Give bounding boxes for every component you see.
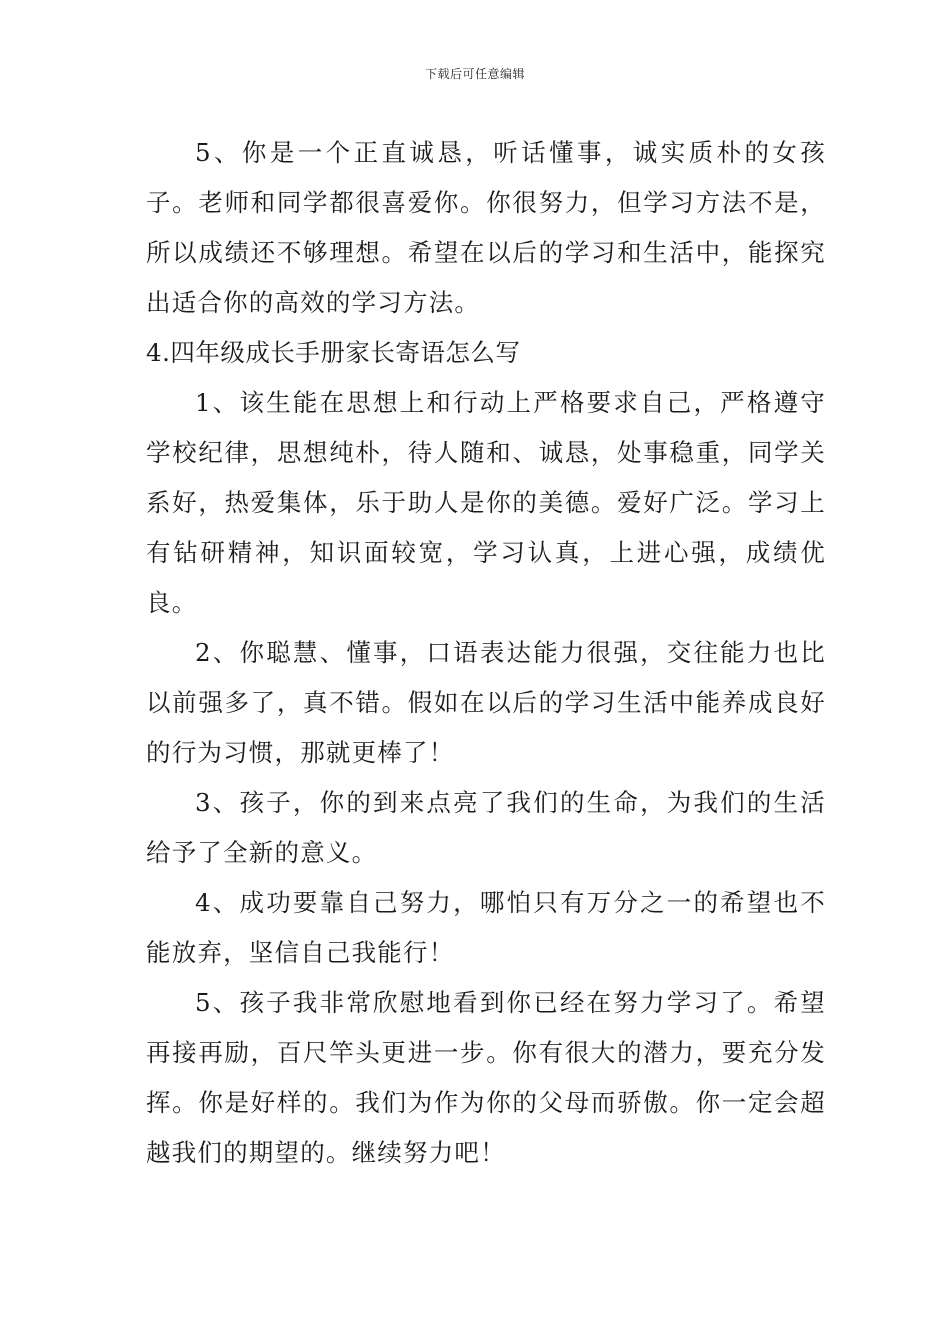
- paragraph-parent-message-4: 4、成功要靠自己努力，哪怕只有万分之一的希望也不能放弃，坚信自己我能行！: [146, 888, 826, 967]
- paragraph-teacher-comment-5: 5、你是一个正直诚恳，听话懂事，诚实质朴的女孩子。老师和同学都很喜爱你。你很努力，但学习方法不是，所以成绩还不够理想。希望在以后的学习和生活中，能探究出适合你的高效的学习方法。: [146, 138, 826, 317]
- section-heading: 4.四年级成长手册家长寄语怎么写: [146, 338, 521, 367]
- paragraph-parent-message-2: 2、你聪慧、懂事，口语表达能力很强，交往能力也比以前强多了，真不错。假如在以后的学习生活中能养成良好的行为习惯，那就更棒了！: [146, 638, 826, 767]
- paragraph-parent-message-5: 5、孩子我非常欣慰地看到你已经在努力学习了。希望再接再励，百尺竿头更进一步。你有很大的潜力，要充分发挥。你是好样的。我们为作为你的父母而骄傲。你一定会超越我们的期望的。继续努力吧！: [146, 988, 826, 1167]
- paragraph-parent-message-3: 3、孩子，你的到来点亮了我们的生命，为我们的生活给予了全新的意义。: [146, 788, 826, 867]
- page-header: 下载后可任意编辑: [424, 67, 525, 81]
- document-body: [146, 128, 826, 1178]
- paragraph-parent-message-1: 1、该生能在思想上和行动上严格要求自己，严格遵守学校纪律，思想纯朴，待人随和、诚恳，处事稳重，同学关系好，热爱集体，乐于助人是你的美德。爱好广泛。学习上有钻研精神，知识面较宽，学习认真，上进心强，成绩优良。: [146, 388, 826, 617]
